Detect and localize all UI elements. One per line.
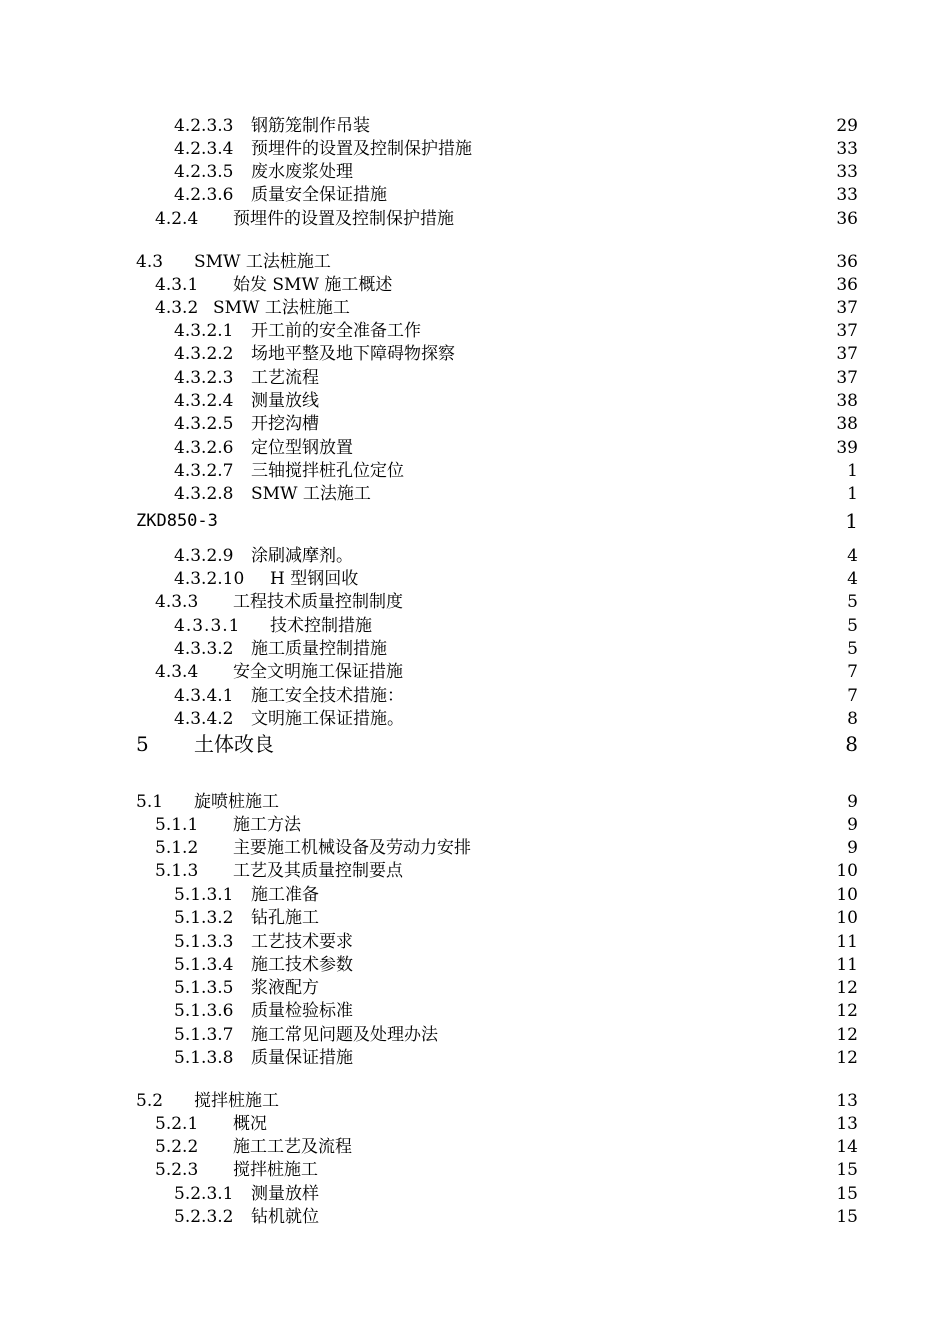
toc-entry-title: 施工安全技术措施： [251,686,404,706]
toc-entry-title: 施工工艺及流程 [233,1137,352,1157]
toc-entry-title: 技术控制措施 [270,616,372,636]
toc-entry-number: 4.3.2.4 [174,391,234,411]
toc-entry[interactable] [0,1112,950,1136]
toc-entry-page: 13 [836,1091,858,1111]
toc-entry-page: 8 [847,709,858,729]
toc-entry-number: 4.3.2.8 [174,484,234,504]
toc-entry-number: 5.1.3.2 [174,908,234,928]
toc-entry-number: 5.1.3.6 [174,1001,234,1021]
toc-entry[interactable] [0,1205,950,1229]
toc-entry-page: 5 [847,616,858,636]
toc-entry-page: 37 [836,344,858,364]
toc-entry[interactable] [0,684,950,708]
toc-entry-page: 39 [836,438,858,458]
toc-entry-number: 4.3.2.3 [174,368,234,388]
toc-entry-number: 4.3.2.1 [174,321,234,341]
toc-entry-page: 4 [847,569,858,589]
toc-entry[interactable] [0,1046,950,1070]
toc-entry-title: 开挖沟槽 [251,414,319,434]
toc-entry[interactable] [0,813,950,837]
toc-entry-number: 4.3.3.1 [174,616,241,636]
toc-entry-title: 工艺流程 [251,368,319,388]
toc-entry-page: 29 [836,116,858,136]
toc-entry-title: 主要施工机械设备及劳动力安排 [233,838,471,858]
toc-entry[interactable] [0,183,950,207]
toc-entry-page: 5 [847,639,858,659]
toc-entry-page: 36 [836,275,858,295]
toc-entry-title: ZKD850-3 [136,511,218,531]
toc-entry-title: 土体改良 [194,732,274,756]
toc-entry-title: 场地平整及地下障碍物探察 [251,344,455,364]
toc-entry-number: 5.1 [136,792,164,812]
toc-entry-page: 12 [836,1001,858,1021]
toc-entry[interactable] [0,207,950,231]
toc-entry-page: 37 [836,298,858,318]
toc-entry[interactable] [0,507,950,535]
toc-entry[interactable] [0,590,950,614]
toc-entry-number: 4.3.2.10 [174,569,245,589]
toc-entry-title: 预埋件的设置及控制保护措施 [251,139,472,159]
toc-entry-page: 36 [836,209,858,229]
toc-entry-number: 4.3.4.1 [174,686,234,706]
toc-entry[interactable] [0,999,950,1023]
toc-entry-page: 7 [847,686,858,706]
toc-entry[interactable] [0,976,950,1000]
toc-entry-page: 15 [836,1160,858,1180]
toc-entry-page: 11 [836,955,858,975]
toc-entry-page: 13 [836,1114,858,1134]
toc-entry-title: 搅拌桩施工 [233,1160,318,1180]
toc-entry-number: 5.1.1 [155,815,199,835]
toc-entry[interactable] [0,342,950,366]
toc-entry-number: 5.1.3.4 [174,955,234,975]
toc-entry-title: 施工质量控制措施 [251,639,387,659]
toc-entry-title: 工程技术质量控制制度 [233,592,403,612]
toc-entry-page: 33 [836,185,858,205]
toc-entry[interactable] [0,296,950,320]
toc-entry[interactable] [0,1023,950,1047]
toc-entry-page: 14 [836,1137,858,1157]
toc-entry-number: 5.1.3.7 [174,1025,234,1045]
toc-entry-number: 4.3.4.2 [174,709,234,729]
toc-entry[interactable] [0,1135,950,1159]
toc-entry-number: 5.2.2 [155,1137,199,1157]
toc-entry-number: 4.3.2.7 [174,461,234,481]
toc-entry-title: SMW 工法桩施工 [194,252,331,272]
toc-entry-number: 4.3.3.2 [174,639,234,659]
toc-entry-title: 搅拌桩施工 [194,1091,279,1111]
toc-entry[interactable] [0,412,950,436]
toc-entry-page: 15 [836,1207,858,1227]
toc-entry-page: 9 [847,815,858,835]
toc-entry-number: 4.2.4 [155,209,199,229]
toc-entry-number: 4.3.2 [155,298,199,318]
toc-entry-page: 15 [836,1184,858,1204]
toc-entry-title: 三轴搅拌桩孔位定位 [251,461,404,481]
toc-entry-number: 5.2 [136,1091,164,1111]
toc-entry-page: 36 [836,252,858,272]
toc-entry-page: 37 [836,321,858,341]
toc-entry-title: 始发 SMW 施工概述 [233,275,393,295]
toc-entry-page: 5 [847,592,858,612]
toc-entry-page: 38 [836,391,858,411]
toc-entry[interactable] [0,1089,950,1113]
toc-entry-page: 10 [836,885,858,905]
toc-entry-title: 开工前的安全准备工作 [251,321,421,341]
toc-entry-title: SMW 工法施工 [251,484,371,504]
toc-entry-title: 质量检验标准 [251,1001,353,1021]
toc-entry-title: 浆液配方 [251,978,319,998]
toc-entry[interactable] [0,319,950,343]
toc-entry[interactable] [0,614,950,638]
toc-entry-title: 文明施工保证措施。 [251,709,404,729]
toc-entry-number: 4.2.3.5 [174,162,234,182]
toc-entry-number: 4.3.2.2 [174,344,234,364]
toc-entry-title: 钻机就位 [251,1207,319,1227]
toc-entry-number: 5.1.3.3 [174,932,234,952]
toc-entry-number: 4.3.2.5 [174,414,234,434]
toc-entry-page: 37 [836,368,858,388]
toc-entry-title: 概况 [233,1114,267,1134]
toc-entry[interactable] [0,567,950,591]
toc-entry-number: 4.2.3.3 [174,116,234,136]
toc-entry[interactable] [0,137,950,161]
toc-entry-number: 5.1.3.1 [174,885,234,905]
toc-entry[interactable] [0,250,950,274]
toc-entry-page: 11 [836,932,858,952]
toc-entry[interactable] [0,953,950,977]
toc-entry-page: 12 [836,978,858,998]
toc-entry-page: 1 [847,484,858,504]
toc-entry-title: 涂刷减摩剂。 [251,546,353,566]
toc-entry[interactable] [0,459,950,483]
toc-entry-page: 7 [847,662,858,682]
toc-entry-page: 12 [836,1048,858,1068]
toc-entry-title: 施工技术参数 [251,955,353,975]
toc-entry[interactable] [0,836,950,860]
toc-entry-title: 测量放线 [251,391,319,411]
toc-entry-number: 4.3.2.9 [174,546,234,566]
toc-entry-page: 38 [836,414,858,434]
toc-entry-title: 旋喷桩施工 [194,792,279,812]
toc-entry-title: 废水废浆处理 [251,162,353,182]
toc-entry-title: 测量放样 [251,1184,319,1204]
toc-entry-title: 预埋件的设置及控制保护措施 [233,209,454,229]
toc-entry-page: 1 [847,461,858,481]
toc-entry-number: 4.3.2.6 [174,438,234,458]
toc-entry[interactable] [0,436,950,460]
toc-entry-title: H 型钢回收 [270,569,359,589]
toc-entry[interactable] [0,544,950,568]
toc-entry[interactable] [0,883,950,907]
toc-entry[interactable] [0,273,950,297]
toc-entry-number: 5.2.3.1 [174,1184,234,1204]
toc-entry[interactable] [0,859,950,883]
toc-entry-number: 5 [136,732,149,756]
toc-entry[interactable] [0,930,950,954]
toc-entry-page: 33 [836,162,858,182]
toc-entry-page: 12 [836,1025,858,1045]
toc-entry-title: 工艺及其质量控制要点 [233,861,403,881]
toc-entry-page: 33 [836,139,858,159]
toc-entry[interactable] [0,114,950,138]
toc-entry-number: 4.3.4 [155,662,199,682]
toc-entry-title: 质量保证措施 [251,1048,353,1068]
toc-entry[interactable] [0,389,950,413]
toc-entry-title: 定位型钢放置 [251,438,353,458]
toc-entry-number: 5.2.3 [155,1160,199,1180]
toc-entry-number: 5.2.1 [155,1114,199,1134]
toc-entry-title: 工艺技术要求 [251,932,353,952]
toc-entry-title: 施工准备 [251,885,319,905]
toc-entry-page: 4 [847,546,858,566]
toc-entry-title: 安全文明施工保证措施 [233,662,403,682]
toc-entry-title: SMW 工法桩施工 [213,298,350,318]
toc-entry[interactable] [0,1182,950,1206]
toc-entry[interactable] [0,366,950,390]
toc-entry-number: 5.1.2 [155,838,199,858]
toc-entry[interactable] [0,482,950,506]
toc-entry-title: 钢筋笼制作吊装 [251,116,370,136]
toc-entry-page: 8 [845,732,858,756]
toc-entry-page: 9 [847,838,858,858]
toc-entry-number: 4.2.3.4 [174,139,234,159]
toc-entry-title: 施工方法 [233,815,301,835]
toc-entry[interactable] [0,1158,950,1182]
toc-entry-page: 10 [836,908,858,928]
toc-entry-number: 5.2.3.2 [174,1207,234,1227]
toc-entry-title: 质量安全保证措施 [251,185,387,205]
toc-entry[interactable] [0,906,950,930]
toc-entry-title: 施工常见问题及处理办法 [251,1025,438,1045]
toc-entry-number: 5.1.3.5 [174,978,234,998]
toc-entry[interactable] [0,790,950,814]
toc-entry[interactable] [0,660,950,684]
toc-entry-page: 10 [836,861,858,881]
toc-entry-page: 9 [847,792,858,812]
toc-entry-number: 4.3.3 [155,592,199,612]
toc-entry-number: 5.1.3.8 [174,1048,234,1068]
toc-entry-number: 5.1.3 [155,861,199,881]
toc-entry[interactable] [0,160,950,184]
toc-entry-number: 4.3.1 [155,275,199,295]
toc-entry[interactable] [0,637,950,661]
toc-entry-number: 4.2.3.6 [174,185,234,205]
toc-entry-title: 钻孔施工 [251,908,319,928]
toc-entry-number: 4.3 [136,252,164,272]
toc-entry-page: 1 [845,509,858,533]
toc-chapter[interactable] [0,730,950,758]
toc-entry[interactable] [0,707,950,731]
